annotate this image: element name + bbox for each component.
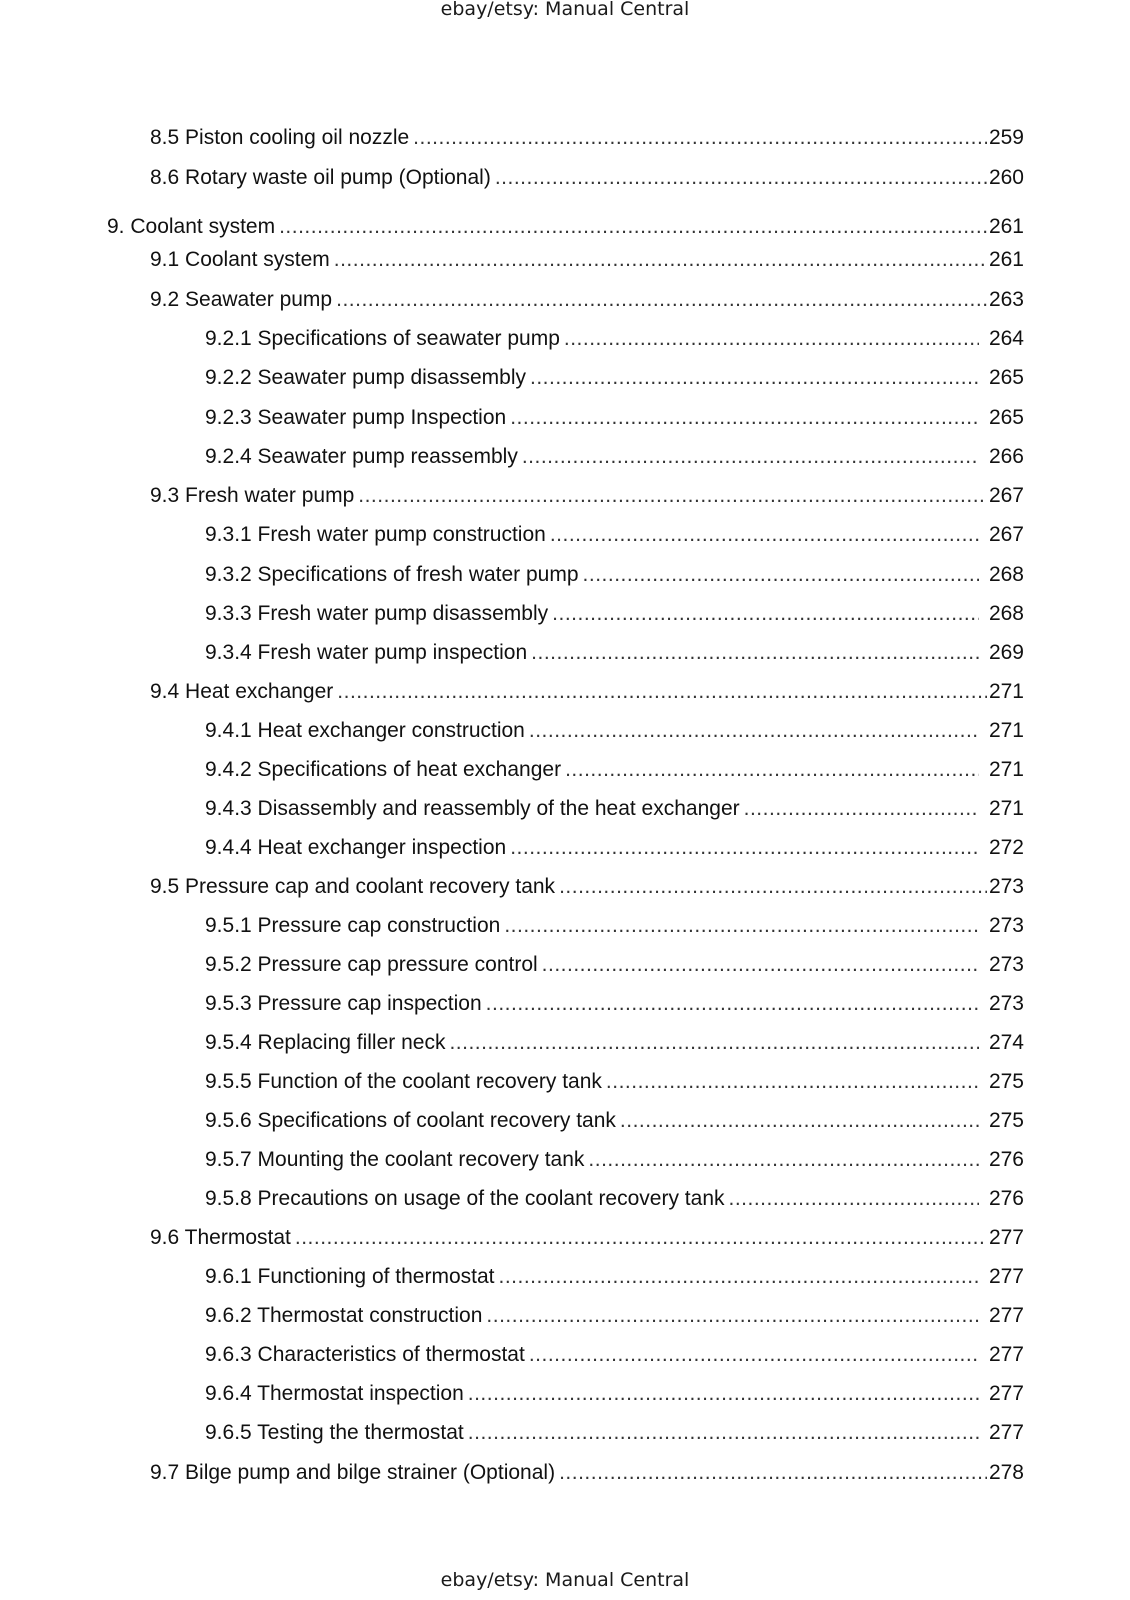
dot-leader [583, 561, 979, 589]
toc-entry-page: 268 [988, 602, 1024, 625]
toc-entry-title: 9.2 Seawater pump [150, 288, 333, 311]
toc-entry-title: 9.6.2 Thermostat construction [205, 1304, 483, 1327]
toc-entry-page: 271 [988, 758, 1024, 781]
toc-entry-page: 260 [988, 166, 1024, 189]
toc-entry[interactable] [205, 1185, 1024, 1213]
toc-entry-title: 9.2.4 Seawater pump reassembly [205, 445, 518, 468]
toc-entry-title: 9.3.4 Fresh water pump inspection [205, 641, 528, 664]
toc-entry-page: 278 [988, 1461, 1024, 1484]
dot-leader [468, 1380, 979, 1408]
toc-entry[interactable] [205, 443, 1024, 471]
toc-entry-page: 272 [988, 836, 1024, 859]
toc-entry-page: 273 [988, 875, 1024, 898]
toc-entry-title: 8.5 Piston cooling oil nozzle [150, 126, 410, 149]
dot-leader [295, 1224, 987, 1252]
toc-entry[interactable] [205, 639, 1024, 667]
toc-entry[interactable] [205, 1263, 1024, 1291]
dot-leader [522, 443, 979, 471]
toc-entry-page: 271 [988, 719, 1024, 742]
toc-entry-page: 274 [988, 1031, 1024, 1054]
toc-entry[interactable] [205, 600, 1024, 628]
dot-leader [486, 1302, 979, 1330]
toc-entry-page: 265 [988, 366, 1024, 389]
toc-entry[interactable] [205, 912, 1024, 940]
dot-leader [468, 1419, 979, 1447]
dot-leader [499, 1263, 979, 1291]
toc-entry-title: 9.6.5 Testing the thermostat [205, 1421, 464, 1444]
toc-entry-title: 9.1 Coolant system [150, 248, 330, 271]
toc-entry[interactable] [150, 124, 1024, 152]
dot-leader [565, 756, 979, 784]
dot-leader [337, 678, 987, 706]
dot-leader [358, 482, 987, 510]
toc-entry-page: 277 [988, 1226, 1024, 1249]
dot-leader [550, 521, 979, 549]
toc-entry[interactable] [205, 561, 1024, 589]
dot-leader [620, 1107, 979, 1135]
toc-entry[interactable] [205, 325, 1024, 353]
toc-entry[interactable] [205, 364, 1024, 392]
toc-entry-title: 9.2.3 Seawater pump Inspection [205, 406, 507, 429]
toc-entry[interactable] [205, 1302, 1024, 1330]
toc-entry[interactable] [150, 873, 1024, 901]
toc-entry-page: 263 [988, 288, 1024, 311]
dot-leader [334, 246, 987, 274]
dot-leader [588, 1146, 979, 1174]
toc-entry-title: 9.6 Thermostat [150, 1226, 291, 1249]
toc-entry[interactable] [205, 717, 1024, 745]
toc-entry-page: 265 [988, 406, 1024, 429]
toc-entry-page: 277 [988, 1304, 1024, 1327]
toc-entry[interactable] [205, 404, 1024, 432]
toc-entry-page: 261 [988, 215, 1024, 238]
dot-leader [336, 286, 987, 314]
toc-entry-title: 9.6.4 Thermostat inspection [205, 1382, 464, 1405]
toc-entry[interactable] [205, 990, 1024, 1018]
toc-entry-title: 9.6.1 Functioning of thermostat [205, 1265, 495, 1288]
toc-entry-title: 9.3 Fresh water pump [150, 484, 355, 507]
toc-entry-title: 8.6 Rotary waste oil pump (Optional) [150, 166, 491, 189]
toc-entry-page: 276 [988, 1187, 1024, 1210]
toc-entry-page: 277 [988, 1421, 1024, 1444]
toc-entry-page: 266 [988, 445, 1024, 468]
toc-entry-title: 9.2.2 Seawater pump disassembly [205, 366, 526, 389]
toc-entry-title: 9. Coolant system [107, 215, 276, 238]
toc-entry-page: 259 [988, 126, 1024, 149]
toc-entry-title: 9.6.3 Characteristics of thermostat [205, 1343, 525, 1366]
toc-entry-page: 271 [988, 680, 1024, 703]
toc-entry-page: 273 [988, 953, 1024, 976]
dot-leader [449, 1029, 978, 1057]
toc-entry[interactable] [150, 678, 1024, 706]
page-header: ebay/etsy: Manual Central [440, 0, 690, 20]
toc-entry[interactable] [205, 1068, 1024, 1096]
dot-leader [729, 1185, 979, 1213]
dot-leader [552, 600, 979, 628]
toc-entry-title: 9.5.4 Replacing filler neck [205, 1031, 446, 1054]
toc-entry-title: 9.4.2 Specifications of heat exchanger [205, 758, 562, 781]
dot-leader [510, 404, 979, 432]
dot-leader [486, 990, 979, 1018]
toc-entry[interactable] [205, 795, 1024, 823]
toc-entry-page: 277 [988, 1265, 1024, 1288]
dot-leader [559, 873, 987, 901]
dot-leader [530, 364, 979, 392]
dot-leader [504, 912, 979, 940]
toc-entry-page: 277 [988, 1343, 1024, 1366]
toc-entry-title: 9.5.2 Pressure cap pressure control [205, 953, 538, 976]
toc-entry-title: 9.3.1 Fresh water pump construction [205, 523, 546, 546]
toc-entry[interactable] [150, 1224, 1024, 1252]
dot-leader [542, 951, 979, 979]
toc-entry-title: 9.5.3 Pressure cap inspection [205, 992, 482, 1015]
toc-entry-page: 264 [988, 327, 1024, 350]
toc-entry[interactable] [150, 1459, 1024, 1487]
dot-leader [413, 124, 987, 152]
page-footer: ebay/etsy: Manual Central [440, 1569, 690, 1591]
toc-entry-title: 9.5.5 Function of the coolant recovery tank [205, 1070, 602, 1093]
dot-leader [529, 717, 979, 745]
toc-entry[interactable] [205, 1341, 1024, 1369]
dot-leader [495, 164, 987, 192]
toc-entry-title: 9.4.3 Disassembly and reassembly of the heat exchanger [205, 797, 740, 820]
dot-leader [531, 639, 979, 667]
toc-entry-page: 271 [988, 797, 1024, 820]
toc-entry-page: 267 [988, 523, 1024, 546]
toc-entry-title: 9.4.1 Heat exchanger construction [205, 719, 525, 742]
toc-entry[interactable] [150, 246, 1024, 274]
toc-entry[interactable] [205, 1419, 1024, 1447]
dot-leader [279, 213, 987, 241]
toc-entry[interactable] [205, 1029, 1024, 1057]
toc-entry-title: 9.5 Pressure cap and coolant recovery tank [150, 875, 556, 898]
toc-entry[interactable] [205, 1380, 1024, 1408]
dot-leader [510, 834, 979, 862]
toc-entry-title: 9.4 Heat exchanger [150, 680, 334, 703]
toc-entry-page: 267 [988, 484, 1024, 507]
toc-entry-page: 277 [988, 1382, 1024, 1405]
toc-entry-title: 9.5.1 Pressure cap construction [205, 914, 501, 937]
toc-entry-title: 9.2.1 Specifications of seawater pump [205, 327, 560, 350]
toc-entry[interactable] [205, 756, 1024, 784]
dot-leader [564, 325, 979, 353]
toc-entry-title: 9.5.8 Precautions on usage of the coolant recovery tank [205, 1187, 725, 1210]
toc-entry-title: 9.7 Bilge pump and bilge strainer (Optional) [150, 1461, 556, 1484]
toc-entry-title: 9.4.4 Heat exchanger inspection [205, 836, 507, 859]
toc-entry[interactable] [205, 834, 1024, 862]
toc-entry-page: 261 [988, 248, 1024, 271]
toc-entry[interactable] [150, 164, 1024, 192]
toc-entry-page: 276 [988, 1148, 1024, 1171]
toc-entry[interactable] [107, 213, 1024, 241]
toc-entry[interactable] [205, 1146, 1024, 1174]
toc-entry-title: 9.3.3 Fresh water pump disassembly [205, 602, 549, 625]
toc-entry-page: 273 [988, 992, 1024, 1015]
toc-entry-page: 269 [988, 641, 1024, 664]
toc-entry[interactable] [150, 482, 1024, 510]
toc-entry-title: 9.5.6 Specifications of coolant recovery tank [205, 1109, 616, 1132]
dot-leader [529, 1341, 979, 1369]
toc-entry[interactable] [205, 951, 1024, 979]
toc-entry-page: 275 [988, 1109, 1024, 1132]
toc-entry-title: 9.5.7 Mounting the coolant recovery tank [205, 1148, 585, 1171]
toc-entry[interactable] [205, 521, 1024, 549]
toc-entry-page: 268 [988, 563, 1024, 586]
toc-entry-page: 275 [988, 1070, 1024, 1093]
toc-entry-page: 273 [988, 914, 1024, 937]
dot-leader [559, 1459, 987, 1487]
dot-leader [744, 795, 979, 823]
dot-leader [606, 1068, 979, 1096]
toc-entry[interactable] [150, 286, 1024, 314]
toc-entry-title: 9.3.2 Specifications of fresh water pump [205, 563, 579, 586]
toc-entry[interactable] [205, 1107, 1024, 1135]
